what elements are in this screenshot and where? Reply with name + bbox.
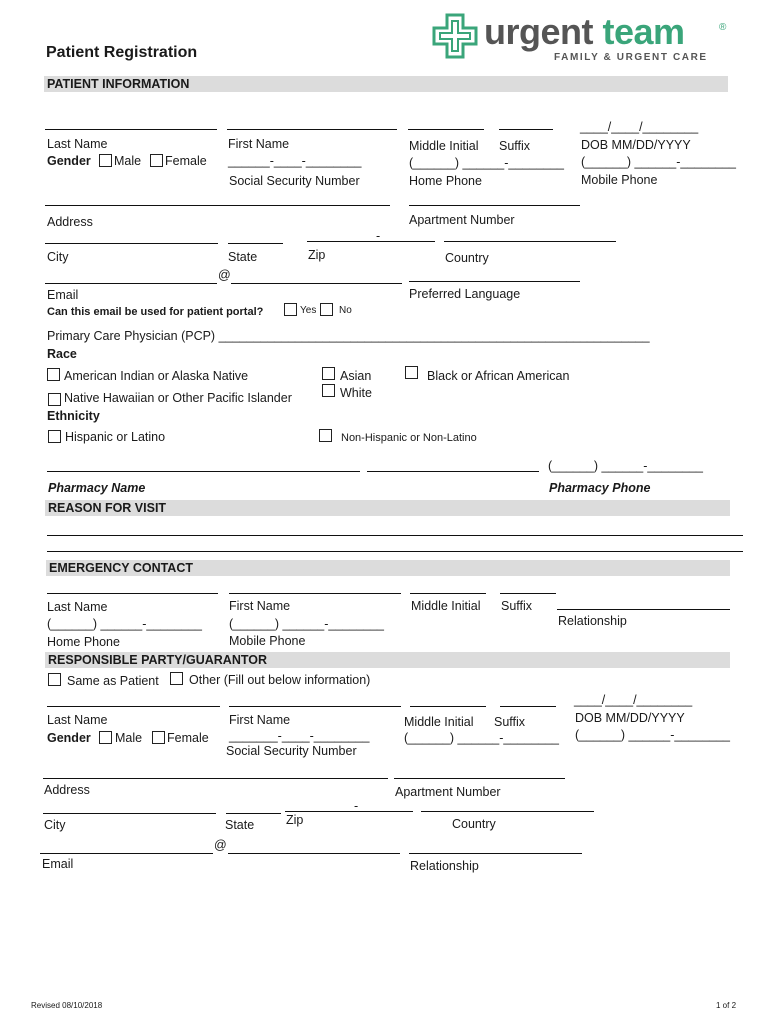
section-emergency-contact: EMERGENCY CONTACT [46, 560, 730, 576]
rp-phone-field[interactable]: (______) ______-________ [404, 731, 559, 745]
race-asian-label: Asian [340, 369, 372, 383]
race-american-indian-label: American Indian or Alaska Native [64, 369, 249, 383]
rp-address-label: Address [44, 783, 90, 797]
urgent-team-logo-cross-icon [432, 13, 478, 59]
rp-state-field[interactable] [226, 813, 281, 814]
brand-tagline: FAMILY & URGENT CARE [554, 52, 708, 63]
email-label: Email [47, 288, 79, 302]
portal-yes-label: Yes [300, 305, 317, 316]
ssn-label: Social Security Number [229, 174, 360, 188]
mobile-phone-label: Mobile Phone [581, 173, 658, 187]
home-phone-field[interactable]: (______) ______-________ [409, 156, 564, 170]
zip-label: Zip [308, 248, 326, 262]
rp-apartment-field[interactable] [394, 778, 565, 779]
address-field[interactable] [45, 205, 390, 206]
rp-gender-label: Gender [47, 731, 91, 745]
race-asian-checkbox[interactable] [322, 367, 335, 380]
ec-home-phone-label: Home Phone [47, 635, 120, 649]
rp-mobile-phone-field[interactable]: (______) ______-________ [575, 728, 730, 742]
first-name-field[interactable] [227, 129, 397, 130]
ec-middle-initial-label: Middle Initial [411, 599, 481, 613]
city-label: City [47, 250, 69, 264]
gender-male-checkbox[interactable] [99, 154, 112, 167]
rp-dob-field[interactable]: ____/____/________ [574, 693, 693, 707]
pharmacy-name-field[interactable] [47, 471, 360, 472]
race-hawaiian-checkbox[interactable] [48, 393, 61, 406]
rp-apartment-label: Apartment Number [395, 785, 501, 799]
race-label: Race [47, 347, 77, 361]
race-white-checkbox[interactable] [322, 384, 335, 397]
rp-relationship-label: Relationship [410, 859, 479, 873]
mobile-phone-field[interactable]: (______) ______-________ [581, 155, 736, 169]
state-field[interactable] [228, 243, 283, 244]
same-as-patient-label: Same as Patient [67, 674, 159, 688]
portal-yes-checkbox[interactable] [284, 303, 297, 316]
rp-email-user-field[interactable] [40, 853, 213, 854]
rp-gender-female-label: Female [167, 731, 209, 745]
brand-logo: urgent team [484, 11, 685, 52]
rp-gender-male-checkbox[interactable] [99, 731, 112, 744]
registered-mark: ® [719, 22, 727, 33]
rp-last-name-label: Last Name [47, 713, 108, 727]
pharmacy-phone-field[interactable]: (______) ______-________ [548, 459, 703, 473]
ec-mobile-phone-label: Mobile Phone [229, 634, 306, 648]
ethnicity-hispanic-label: Hispanic or Latino [65, 430, 166, 444]
email-domain-field[interactable] [231, 283, 402, 284]
revision-date: Revised 08/10/2018 [31, 1001, 103, 1010]
reason-line-1[interactable] [47, 535, 743, 536]
rp-city-label: City [44, 818, 66, 832]
rp-ssn-label: Social Security Number [226, 744, 357, 758]
gender-female-checkbox[interactable] [150, 154, 163, 167]
rp-zip-label: Zip [286, 813, 304, 827]
race-hawaiian-label: Native Hawaiian or Other Pacific Islander [64, 391, 292, 405]
rp-ssn-field[interactable]: _______-____-________ [229, 729, 370, 743]
rp-middle-initial-label: Middle Initial [404, 715, 474, 729]
rp-country-field[interactable] [421, 811, 594, 812]
rp-state-label: State [225, 818, 255, 832]
ethnicity-label: Ethnicity [47, 409, 100, 423]
ethnicity-non-hispanic-label: Non-Hispanic or Non-Latino [341, 432, 477, 444]
race-white-label: White [340, 386, 372, 400]
ec-suffix-field[interactable] [500, 593, 556, 594]
dob-field[interactable]: ____/____/________ [580, 120, 699, 134]
reason-line-2[interactable] [47, 551, 743, 552]
country-field[interactable] [444, 241, 616, 242]
rp-first-name-label: First Name [229, 713, 291, 727]
gender-female-label: Female [165, 154, 207, 168]
rp-email-domain-field[interactable] [228, 853, 400, 854]
ec-suffix-label: Suffix [501, 599, 533, 613]
rp-email-at-sign: @ [214, 838, 227, 852]
country-label: Country [445, 251, 489, 265]
email-at-sign: @ [218, 268, 231, 282]
rp-first-name-field[interactable] [229, 706, 401, 707]
rp-relationship-field[interactable] [409, 853, 582, 854]
ec-last-name-field[interactable] [47, 593, 218, 594]
zip-dash: - [376, 229, 381, 243]
section-responsible-party: RESPONSIBLE PARTY/GUARANTOR [45, 652, 730, 668]
rp-middle-initial-field[interactable] [410, 706, 486, 707]
address-label: Address [47, 215, 93, 229]
suffix-label: Suffix [499, 139, 531, 153]
gender-label: Gender [47, 154, 91, 168]
zip-field[interactable] [307, 241, 435, 242]
suffix-field[interactable] [499, 129, 553, 130]
rp-gender-male-label: Male [115, 731, 143, 745]
race-american-indian-checkbox[interactable] [47, 368, 60, 381]
same-as-patient-checkbox[interactable] [48, 673, 61, 686]
gender-male-label: Male [114, 154, 142, 168]
rp-city-field[interactable] [43, 813, 216, 814]
last-name-label: Last Name [47, 137, 108, 151]
rp-zip-field[interactable] [285, 811, 413, 812]
rp-gender-female-checkbox[interactable] [152, 731, 165, 744]
ec-middle-initial-field[interactable] [410, 593, 486, 594]
dob-label: DOB MM/DD/YYYY [581, 138, 691, 152]
ssn-field[interactable]: ______-____-________ [228, 154, 362, 168]
rp-email-label: Email [42, 857, 74, 871]
section-patient-information: PATIENT INFORMATION [44, 76, 728, 92]
rp-suffix-label: Suffix [494, 715, 526, 729]
home-phone-label: Home Phone [409, 174, 482, 188]
ec-last-name-label: Last Name [47, 600, 108, 614]
other-guarantor-label: Other (Fill out below information) [189, 673, 371, 687]
city-field[interactable] [45, 243, 218, 244]
ethnicity-non-hispanic-checkbox[interactable] [319, 429, 332, 442]
portal-question: Can this email be used for patient portal? [47, 306, 264, 318]
portal-no-checkbox[interactable] [320, 303, 333, 316]
preferred-language-label: Preferred Language [409, 287, 521, 301]
ec-mobile-phone-field[interactable]: (______) ______-________ [229, 617, 384, 631]
page-number: 1 of 2 [716, 1001, 737, 1010]
ec-first-name-label: First Name [229, 599, 291, 613]
page-title: Patient Registration [46, 44, 198, 61]
rp-suffix-field[interactable] [500, 706, 556, 707]
rp-dob-label: DOB MM/DD/YYYY [575, 711, 685, 725]
ec-relationship-field[interactable] [557, 609, 730, 610]
rp-zip-dash: - [354, 799, 359, 813]
rp-address-field[interactable] [43, 778, 388, 779]
portal-no-label: No [339, 305, 352, 316]
ec-home-phone-field[interactable]: (______) ______-________ [47, 617, 202, 631]
other-guarantor-checkbox[interactable] [170, 672, 183, 685]
email-user-field[interactable] [45, 283, 217, 284]
section-reason-for-visit: REASON FOR VISIT [45, 500, 730, 516]
preferred-language-field[interactable] [409, 281, 580, 282]
ec-relationship-label: Relationship [558, 614, 627, 628]
ethnicity-hispanic-checkbox[interactable] [48, 430, 61, 443]
race-black-checkbox[interactable] [405, 366, 418, 379]
ec-first-name-field[interactable] [229, 593, 401, 594]
pcp-field[interactable]: Primary Care Physician (PCP) ______________________________________________________________ [47, 329, 650, 343]
middle-initial-field[interactable] [408, 129, 484, 130]
pharmacy-extra-field[interactable] [367, 471, 539, 472]
first-name-label: First Name [228, 137, 290, 151]
pharmacy-phone-label: Pharmacy Phone [549, 481, 651, 495]
rp-last-name-field[interactable] [47, 706, 220, 707]
race-black-label: Black or African American [427, 369, 570, 383]
apartment-field[interactable] [409, 205, 580, 206]
last-name-field[interactable] [45, 129, 217, 130]
middle-initial-label: Middle Initial [409, 139, 479, 153]
rp-country-label: Country [452, 817, 496, 831]
apartment-label: Apartment Number [409, 213, 515, 227]
state-label: State [228, 250, 258, 264]
pharmacy-name-label: Pharmacy Name [48, 481, 146, 495]
